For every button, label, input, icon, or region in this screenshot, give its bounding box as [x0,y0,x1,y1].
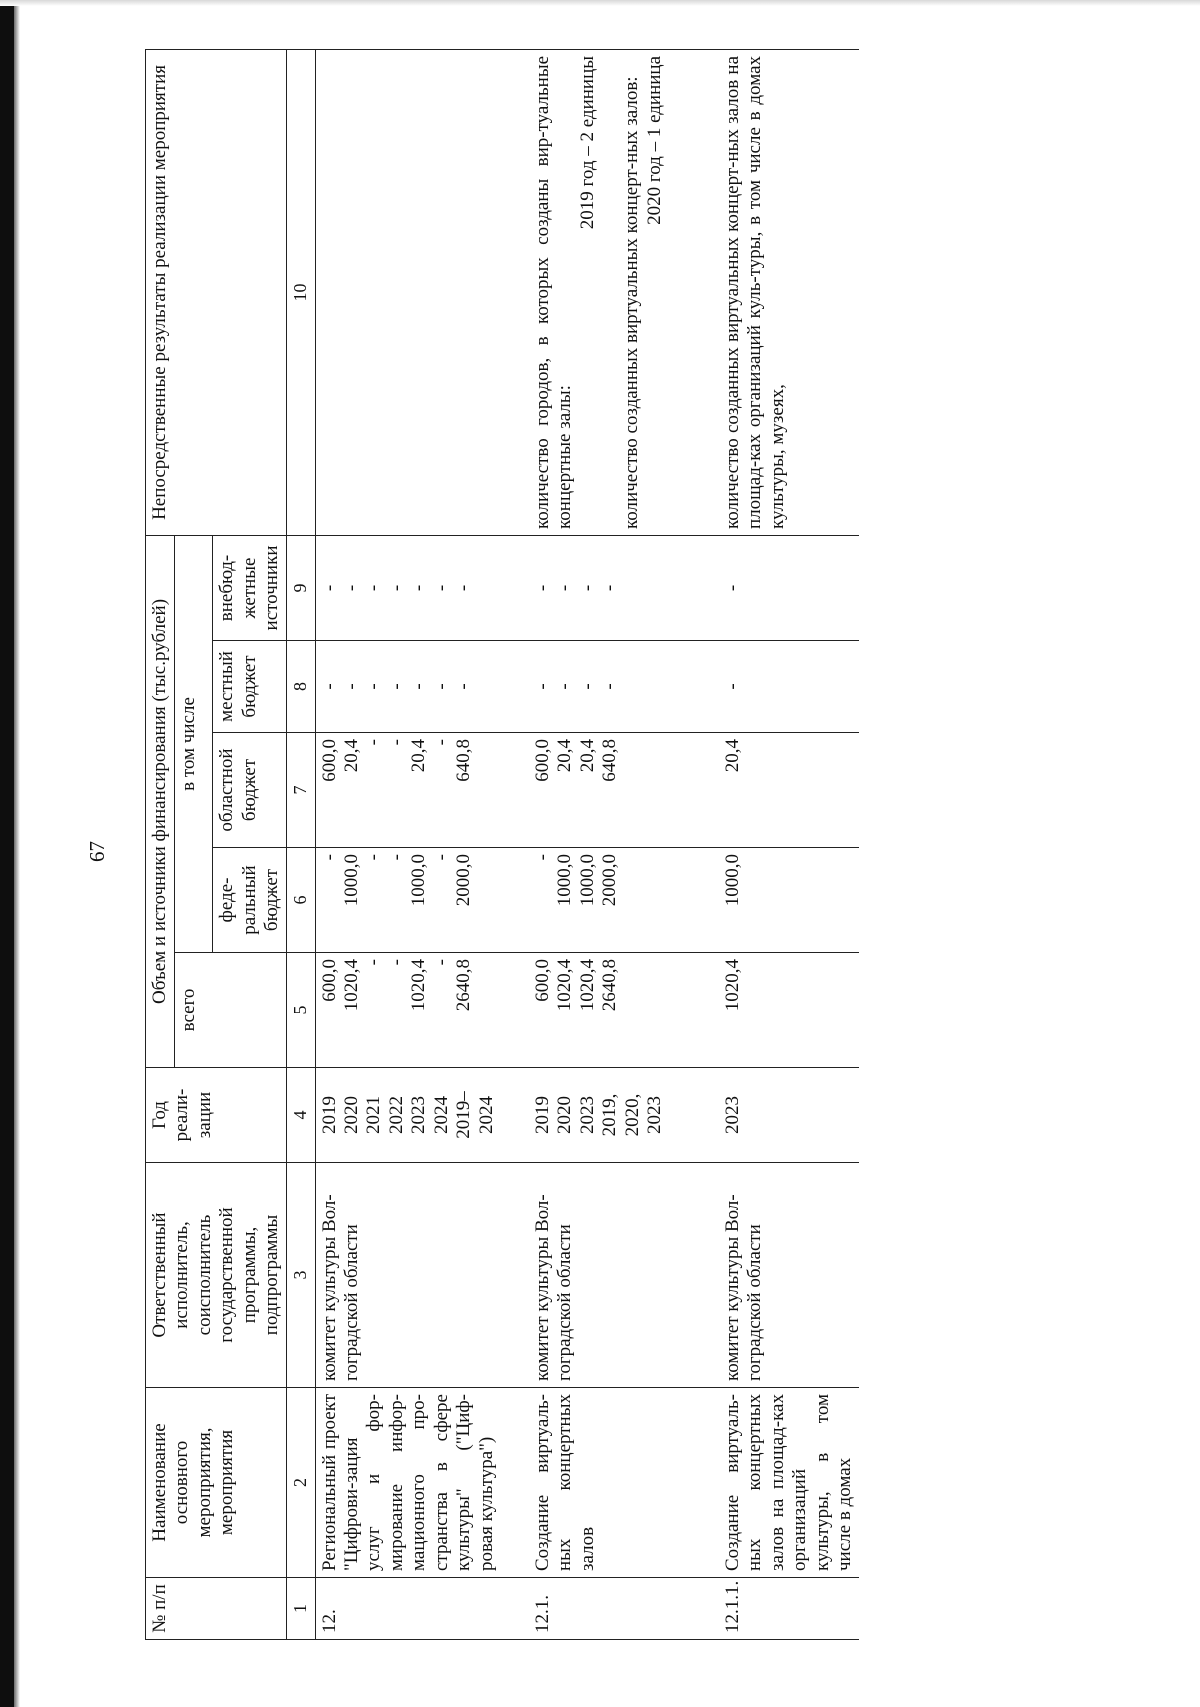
header-col-10: Непосредственные результаты реализации мероприятия [146,49,287,535]
row-extra-value: - [531,584,553,592]
row-extra [315,535,501,640]
row-executor: комитет культуры Вол-гоградской области [529,1163,691,1388]
row-years [529,1068,691,1163]
row-total-value: 2640,8 [599,959,621,1012]
result-text: количество городов, в которых созданы вир-туальные концертные залы: [531,55,576,529]
row-federal-value: 2000,0 [453,854,475,907]
row-regional-value: 20,4 [721,739,743,773]
row-total-value: 1020,4 [554,959,576,1012]
column-number: 2 [287,1388,315,1578]
row-local [315,641,501,733]
row-total-value: 2640,8 [453,959,475,1012]
row-extra-value: - [318,584,340,592]
row-spacer [501,49,529,1639]
spacer-cell [691,535,719,640]
row-years-value: 2023 [408,1096,430,1134]
row-extra-value: - [554,584,576,592]
row-local-value: - [453,683,475,690]
column-number: 3 [287,1163,315,1388]
row-regional-value: 600,0 [531,739,553,782]
row-years-value: 2023 [721,1096,743,1134]
column-number: 7 [287,733,315,848]
row-results [529,49,691,535]
row-extra-value: - [341,584,363,592]
row-activity-name: Региональный проект "Цифрови-зация услуг и фор-мирование инфор-мационного про-странства в сфере культуры" ("Циф-ровая культура") [315,1388,501,1578]
row-activity-name: Создание виртуаль-ных концертных залов на площад-ках организаций культуры, в том числе в домах [719,1388,859,1578]
table-body [315,49,859,1639]
row-regional-value: 20,4 [341,739,363,773]
row-years-value: 2019 [531,1096,553,1134]
spacer-cell [691,848,719,953]
row-regional-value: 600,0 [318,739,340,782]
header-col-3: Ответственный исполнитель, соисполнитель государственной программы, подпрограммы [146,1163,287,1388]
row-total-value: - [430,959,452,966]
row-local-value: - [430,683,452,690]
column-number: 4 [287,1068,315,1163]
row-years-value: 2019 [318,1096,340,1134]
spacer-cell [691,953,719,1068]
row-local-value: - [363,683,385,690]
row-local-value: - [554,683,576,690]
row-federal-value: 1000,0 [576,854,598,907]
row-local-value: - [341,683,363,690]
row-extra-value: - [363,584,385,592]
header-funding-group: Объем и источники финансирования (тыс.рублей) [146,535,175,1067]
spacer-cell [501,1388,529,1578]
row-executor: комитет культуры Вол-гоградской области [719,1163,859,1388]
row-number: 12. [315,1578,501,1640]
row-total-value: 600,0 [318,959,340,1002]
row-years [315,1068,501,1163]
result-year: 2019 год – 2 единицы [576,55,598,230]
row-years-value: 2021 [363,1096,385,1134]
row-federal [719,848,859,953]
row-extra-value: - [408,584,430,592]
header-col-4: Год реали-зации [146,1068,287,1163]
row-years-value: 2020 [554,1096,576,1134]
row-number: 12.1. [529,1578,691,1640]
spacer-cell [691,49,719,535]
header-including: в том числе [175,535,213,952]
row-total-value: 1020,4 [341,959,363,1012]
header-col-9: внебюд-жетные источники [213,535,287,640]
row-total [719,953,859,1068]
spacer-cell [501,535,529,640]
spacer-cell [691,733,719,848]
row-local-value: - [318,683,340,690]
row-results [315,49,501,535]
row-federal-value: - [531,854,553,861]
row-total-value: - [363,959,385,966]
row-total-value: 1020,4 [576,959,598,1012]
row-results [719,49,859,535]
row-regional [719,733,859,848]
row-federal-value: 1000,0 [721,854,743,907]
row-federal-value: 2000,0 [599,854,621,907]
header-col-8: местный бюджет [213,641,287,733]
result-block [621,56,666,529]
row-local [719,641,859,733]
row-spacer [691,49,719,1639]
row-regional [529,733,691,848]
column-number: 1 [287,1578,315,1640]
row-regional-value: 640,8 [453,739,475,782]
row-years-value: 2020 [341,1096,363,1134]
row-extra-value: - [576,584,598,592]
header-col-7: областной бюджет [213,733,287,848]
column-number: 10 [287,49,315,535]
row-years-value: 2023 [576,1096,598,1134]
row-federal-value: 1000,0 [341,854,363,907]
result-block [722,56,789,529]
result-year: 2020 год – 1 единица [643,55,665,225]
row-activity-name: Создание виртуаль-ных концертных залов [529,1388,691,1578]
table-row [529,49,691,1639]
scan-shadow-top [0,0,1200,6]
row-extra-value: - [721,584,743,592]
column-number: 5 [287,953,315,1068]
row-total [315,953,501,1068]
spacer-cell [501,49,529,535]
row-regional-value: 20,4 [408,739,430,773]
column-number-row [287,49,315,1639]
spacer-cell [501,953,529,1068]
row-local [529,641,691,733]
rotated-table-container [145,50,1045,1640]
row-extra-value: - [453,584,475,592]
row-years-value: 2024 [430,1096,452,1134]
row-federal-value: 1000,0 [408,854,430,907]
row-federal-value: - [318,854,340,861]
row-executor: комитет культуры Вол-гоградской области [315,1163,501,1388]
row-years [719,1068,859,1163]
header-col-6: феде-ральный бюджет [213,848,287,953]
row-regional-value: 20,4 [554,739,576,773]
table-header [146,49,316,1639]
row-years-value: 2022 [385,1096,407,1134]
row-total-value: - [385,959,407,966]
row-years-value: 2019, 2020, 2023 [599,1093,665,1137]
row-local-value: - [408,683,430,690]
row-federal-value: - [363,854,385,861]
row-local-value: - [721,683,743,690]
row-total-value: 600,0 [531,959,553,1002]
spacer-cell [691,1068,719,1163]
column-number: 9 [287,535,315,640]
row-extra [719,535,859,640]
program-table [145,49,859,1640]
table-row [719,49,859,1639]
spacer-cell [501,733,529,848]
row-total-value: 1020,4 [408,959,430,1012]
row-federal-value: 1000,0 [554,854,576,907]
spacer-cell [691,1578,719,1640]
row-federal [529,848,691,953]
row-regional-value: - [385,739,407,746]
row-local-value: - [531,683,553,690]
column-number: 8 [287,641,315,733]
spacer-cell [691,1163,719,1388]
spacer-cell [501,1068,529,1163]
row-years-value: 2019–2024 [453,1091,497,1139]
row-total-value: 1020,4 [721,959,743,1012]
row-regional [315,733,501,848]
row-federal [315,848,501,953]
result-block [532,56,599,529]
row-regional-value: 20,4 [576,739,598,773]
spacer-cell [691,641,719,733]
row-local-value: - [385,683,407,690]
scan-shadow-gradient [14,0,20,1707]
row-extra [529,535,691,640]
result-text: количество созданных виртуальных концерт-ных залов на площад-ках организаций куль-туры, в том числе в домах культуры, музеях, [721,55,788,529]
spacer-cell [501,848,529,953]
row-extra-value: - [599,584,621,592]
row-local-value: - [576,683,598,690]
result-text: количество созданных виртуальных концерт-ных залов: [621,76,643,529]
row-federal-value: - [385,854,407,861]
header-col-2: Наименование основного мероприятия, мероприятия [146,1388,287,1578]
row-local-value: - [599,683,621,690]
row-extra-value: - [430,584,452,592]
row-total [529,953,691,1068]
row-regional-value: - [430,739,452,746]
spacer-cell [501,1578,529,1640]
spacer-cell [501,1163,529,1388]
row-extra-value: - [385,584,407,592]
column-number: 6 [287,848,315,953]
scan-shadow-left [0,0,14,1707]
page-number: 67 [85,841,109,862]
row-federal-value: - [430,854,452,861]
spacer-cell [501,641,529,733]
header-col-5: всего [175,953,287,1068]
row-regional-value: - [363,739,385,746]
row-number: 12.1.1. [719,1578,859,1640]
row-regional-value: 640,8 [599,739,621,782]
header-col-1: № п/п [146,1578,287,1640]
table-row [315,49,501,1639]
spacer-cell [691,1388,719,1578]
